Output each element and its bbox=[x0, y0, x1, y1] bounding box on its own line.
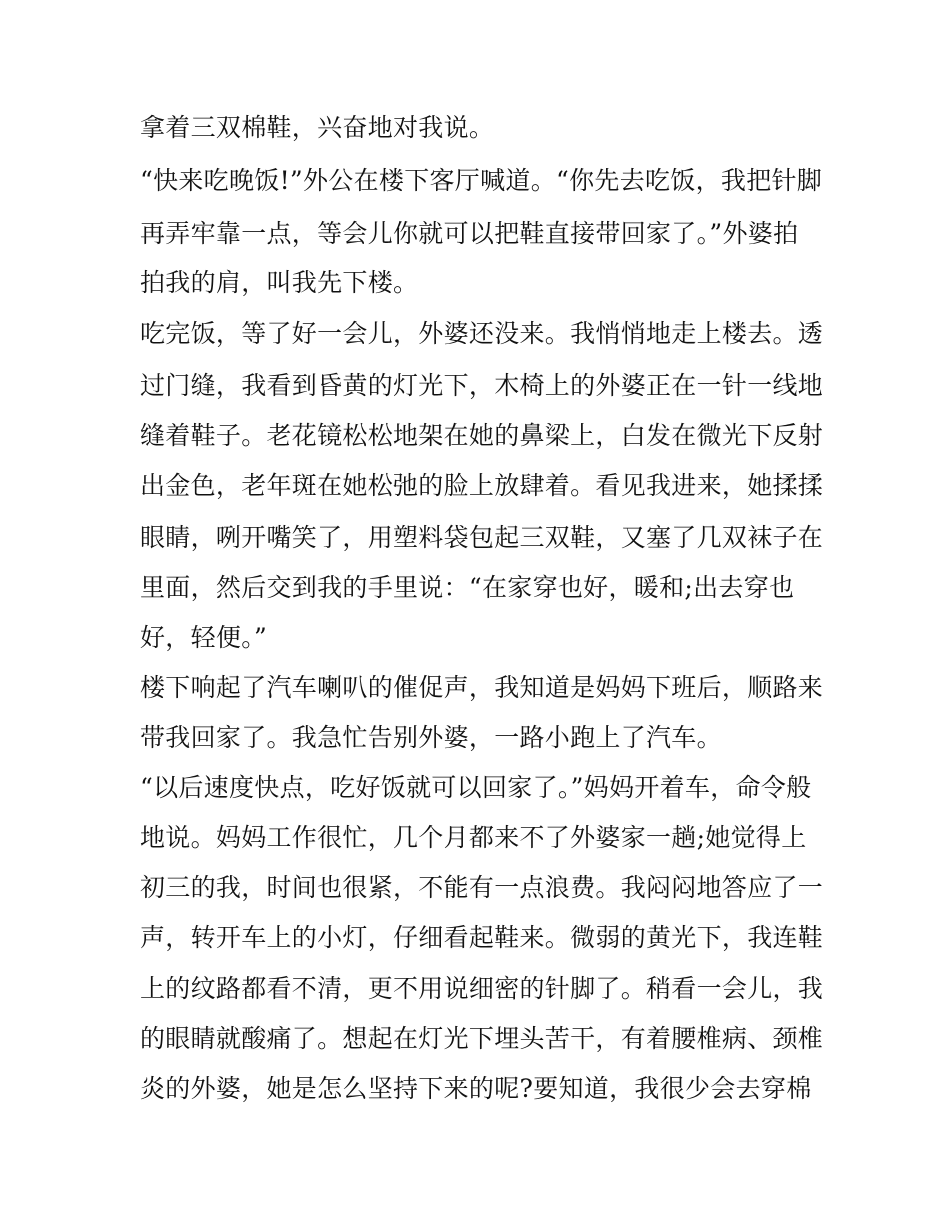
text-line: 初三的我，时间也很紧，不能有一点浪费。我闷闷地答应了一 bbox=[140, 873, 824, 902]
text-line: 吃完饭，等了好一会儿，外婆还没来。我悄悄地走上楼去。透 bbox=[140, 319, 824, 348]
text-line: 楼下响起了汽车喇叭的催促声，我知道是妈妈下班后，顺路来 bbox=[140, 673, 824, 702]
text-line: 过门缝，我看到昏黄的灯光下，木椅上的外婆正在一针一线地 bbox=[140, 371, 824, 400]
text-line: 地说。妈妈工作很忙，几个月都来不了外婆家一趟;她觉得上 bbox=[140, 823, 807, 852]
text-line: 出金色，老年斑在她松弛的脸上放肆着。看见我进来，她揉揉 bbox=[140, 471, 824, 500]
text-line: “快来吃晚饭!”外公在楼下客厅喊道。“你先去吃饭，我把针脚 bbox=[140, 166, 823, 195]
text-line: 里面，然后交到我的手里说：“在家穿也好，暖和;出去穿也 bbox=[140, 573, 795, 602]
text-line: 上的纹路都看不清，更不用说细密的针脚了。稍看一会儿，我 bbox=[140, 974, 824, 1003]
text-line: 缝着鞋子。老花镜松松地架在她的鼻梁上，白发在微光下反射 bbox=[140, 421, 824, 450]
text-line: 眼睛，咧开嘴笑了，用塑料袋包起三双鞋，又塞了几双袜子在 bbox=[140, 523, 824, 552]
text-line: 的眼睛就酸痛了。想起在灯光下埋头苦干，有着腰椎病、颈椎 bbox=[140, 1024, 824, 1053]
text-line: 再弄牢靠一点，等会儿你就可以把鞋直接带回家了。”外婆拍 bbox=[140, 219, 799, 248]
text-line: 拿着三双棉鞋，兴奋地对我说。 bbox=[140, 113, 495, 142]
text-line: 带我回家了。我急忙告别外婆，一路小跑上了汽车。 bbox=[140, 723, 722, 752]
text-line: 拍我的肩，叫我先下楼。 bbox=[140, 268, 419, 297]
text-line: 好，轻便。” bbox=[140, 623, 268, 652]
text-line: 声，转开车上的小灯，仔细看起鞋来。微弱的黄光下，我连鞋 bbox=[140, 923, 824, 952]
text-line: 炎的外婆，她是怎么坚持下来的呢?要知道，我很少会去穿棉 bbox=[140, 1074, 812, 1103]
text-line: “以后速度快点，吃好饭就可以回家了。”妈妈开着车，命令般 bbox=[140, 773, 812, 802]
